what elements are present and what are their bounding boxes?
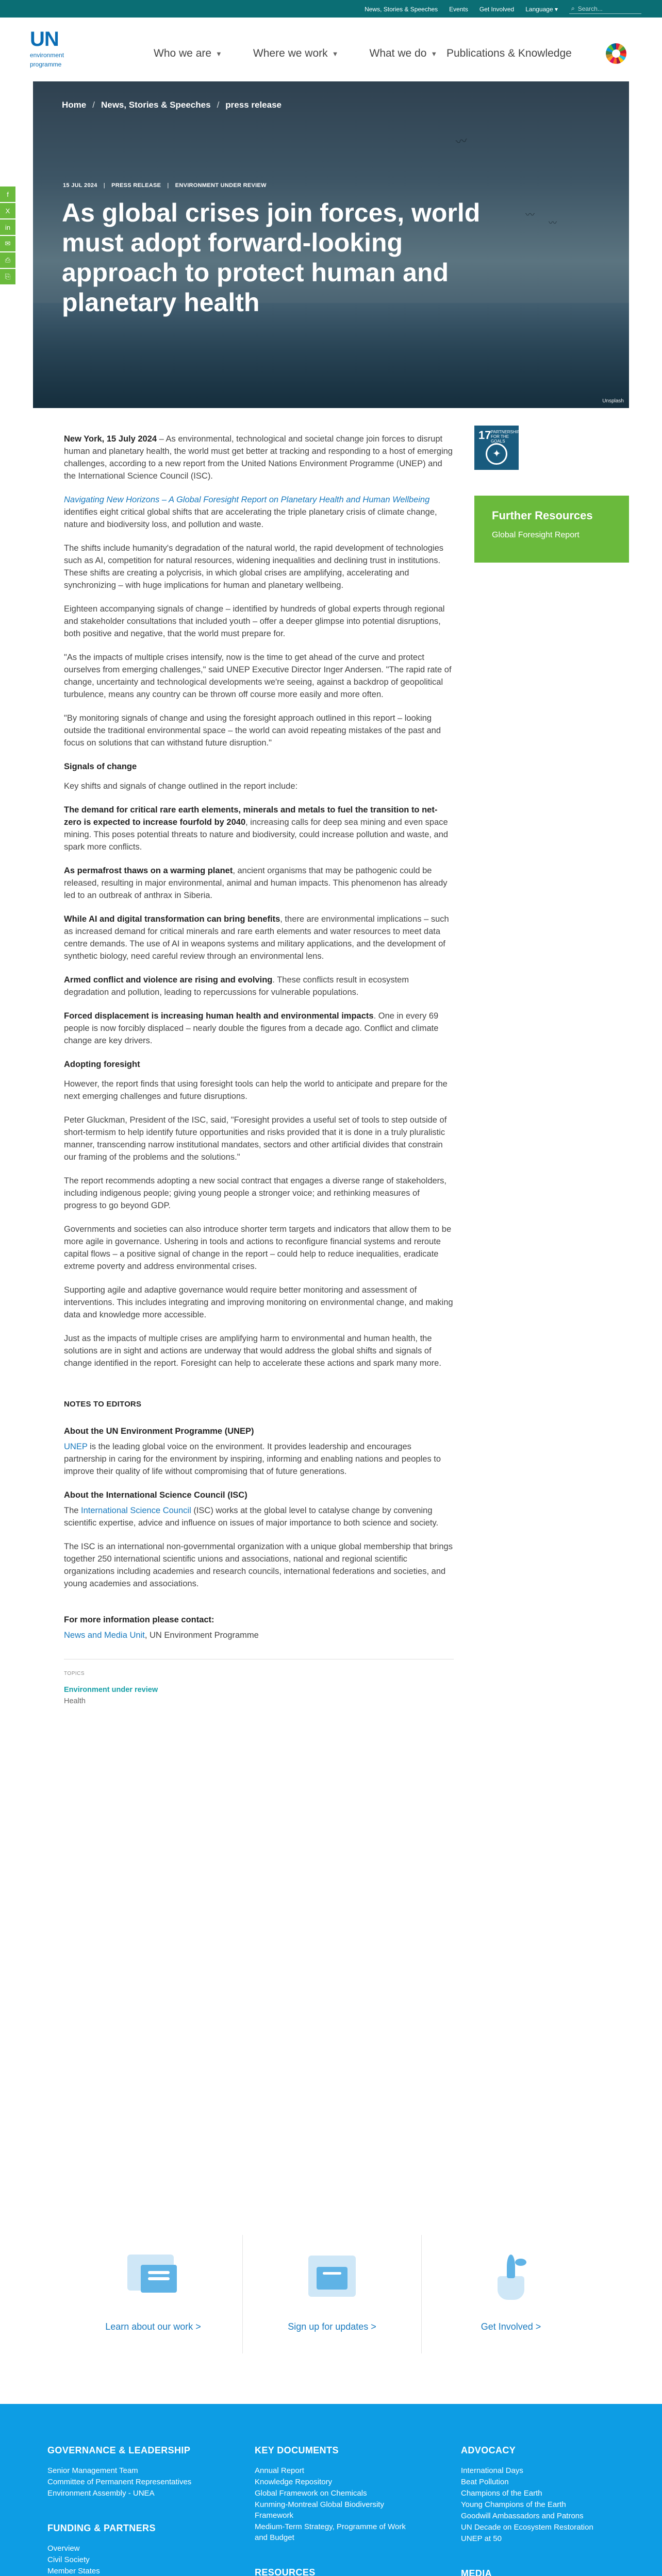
- footer-link[interactable]: Goodwill Ambassadors and Patrons: [461, 2512, 584, 2520]
- paragraph: The report recommends adopting a new social contract that engages a diverse range of stakeholders, including indigenous people; giving young people a stronger voice; and rethinking measures of progress to go beyond GDP.: [64, 1176, 447, 1210]
- sdg-wheel-icon[interactable]: [606, 43, 626, 64]
- footer-link[interactable]: Knowledge Repository: [255, 2478, 333, 2486]
- footer-link[interactable]: Senior Management Team: [47, 2466, 138, 2475]
- nav-what-we-do[interactable]: [370, 47, 438, 60]
- signal-text: , there are environmental implications – such as increased demand for critical minerals and rare earth elements and water resources to meet data centre demands. The use of AI in weapons systems and military applications, and the development of synthetic biology, need careful review through an environmental lens.: [64, 914, 449, 961]
- main-nav: [154, 47, 437, 60]
- util-link-get-involved[interactable]: Get Involved: [479, 6, 515, 13]
- paragraph: Governments and societies can also introduce shorter term targets and indicators that allow them to be more agile in governance. Ushering in tools and actions to reconfigure financial systems and reroute capital flows – a positive signal of change in the report – could help to reduce inequalities, eradicate extreme poverty and address environmental crises.: [64, 1225, 452, 1271]
- footer-heading: GOVERNANCE & LEADERSHIP: [47, 2445, 191, 2455]
- hero-banner: [33, 81, 629, 408]
- x-icon[interactable]: X: [0, 203, 15, 218]
- paragraph: Eighteen accompanying signals of change – identified by hundreds of global experts through regional and stakeholder consultations that included youth – offer a deeper glimpse into potential disruptions, both positive and negative, that the world must prepare for.: [64, 604, 445, 638]
- contact-heading: For more information please contact:: [64, 1615, 214, 1624]
- footer-heading: FUNDING & PARTNERS: [47, 2523, 156, 2533]
- isc-link[interactable]: International Science Council: [81, 1506, 191, 1515]
- chevron-down-icon: ▾: [554, 6, 558, 13]
- breadcrumb-separator: /: [217, 100, 220, 110]
- meta-divider: |: [103, 182, 106, 189]
- footer-governance-links: [47, 2465, 212, 2499]
- sign-up-link[interactable]: Sign up for updates >: [288, 2321, 376, 2332]
- about-isc-heading: About the International Science Council (ISC): [64, 1490, 247, 1500]
- language-selector[interactable]: [525, 6, 558, 13]
- chevron-down-icon: ▼: [216, 49, 222, 58]
- utility-bar: [0, 0, 662, 18]
- cta-strip: [64, 2235, 600, 2353]
- notes-to-editors-heading: NOTES TO EDITORS: [64, 1400, 142, 1409]
- footer-link[interactable]: Civil Society: [47, 2555, 90, 2564]
- breadcrumb-news[interactable]: News, Stories & Speeches: [101, 100, 211, 110]
- sdg-number: 17: [478, 429, 491, 442]
- nav-label: Who we are: [154, 47, 212, 59]
- cta-get-involved[interactable]: [422, 2235, 600, 2353]
- util-link-news[interactable]: News, Stories & Speeches: [365, 6, 438, 13]
- paragraph: The ISC is an international non-governmental organization with a unique global membership that brings together 250 international scientific unions and associations, national and regional scientific organizations including academies and research councils, international federations and societies, and young academies and associations.: [64, 1542, 453, 1588]
- paragraph: Key shifts and signals of change outlined in the report include:: [64, 782, 298, 791]
- nav-publications[interactable]: Publications & Knowledge: [446, 47, 572, 59]
- paragraph-text: is the leading global voice on the environment. It provides leadership and encourages partnership in caring for the environment by inspiring, informing and enabling nations and peoples to improve their quality of life without compromising that of future generations.: [64, 1442, 441, 1476]
- footer-link[interactable]: International Days: [461, 2466, 523, 2475]
- further-resources-title: Further Resources: [492, 509, 593, 522]
- share-rail: [0, 187, 15, 285]
- nav-label: Where we work: [253, 47, 328, 59]
- paragraph: However, the report finds that using foresight tools can help the world to anticipate and prepare for the next emerging challenges and future disruptions.: [64, 1079, 448, 1101]
- article-type: PRESS RELEASE: [111, 182, 161, 189]
- signal-text: . One in every 69 people is now forcibly displaced – nearly double the figures from a decade ago. Conflict and climate change are key drivers.: [64, 1011, 439, 1045]
- footer-link[interactable]: Environment Assembly - UNEA: [47, 2489, 155, 2498]
- paragraph: "As the impacts of multiple crises intensify, now is the time to get ahead of the curve and protect ourselves from emerging challenges," said UNEP Executive Director Inger Andersen. "The rapid rate of change, uncertainty and technological developments we're seeing, against a backdrop of geopolitical turbulence, means any country can be thrown off course more easily and more often.: [64, 653, 452, 699]
- signal-text: , ancient organisms that may be pathogenic could be released, resulting in major environmental, animal and human impacts. This phenomenon has already led to an outbreak of anthrax in Siberia.: [64, 866, 448, 900]
- sdg-17-badge[interactable]: [474, 426, 523, 470]
- paragraph: [64, 1629, 454, 1641]
- news-media-unit-link[interactable]: News and Media Unit: [64, 1631, 145, 1640]
- signal-lead: Forced displacement is increasing human health and environmental impacts: [64, 1011, 374, 1021]
- paragraph: Supporting agile and adaptive governance would require better monitoring and assessment of interventions. This includes integrating and improving monitoring on environmental change, and making data and knowledge more accessible.: [64, 1285, 453, 1319]
- unep-logo[interactable]: [30, 29, 92, 70]
- paragraph: [64, 1440, 454, 1478]
- footer-heading: RESOURCES: [255, 2567, 316, 2576]
- signal-lead: As permafrost thaws on a warming planet: [64, 866, 233, 875]
- site-footer: [0, 2404, 662, 2576]
- get-involved-link[interactable]: Get Involved >: [481, 2321, 541, 2332]
- article-topic[interactable]: ENVIRONMENT UNDER REVIEW: [175, 182, 267, 189]
- paragraph-text: (ISC) works at the global level to catalyse change by convening scientific expertise, advice and influence on issues of major importance to both science and society.: [64, 1506, 439, 1528]
- util-link-events[interactable]: Events: [449, 6, 468, 13]
- logo-sub-2: programme: [30, 61, 62, 68]
- paragraph: Just as the impacts of multiple crises are amplifying harm to environmental and human health, the solutions are in sight and actions are underway that would address the global shifts and signals of change identified in the report. Foresight can help to accelerate these actions and spark many more.: [64, 1334, 441, 1368]
- envelope-illustration-icon: [296, 2245, 368, 2307]
- copy-icon[interactable]: ⎘: [0, 269, 15, 284]
- footer-col-3: [461, 2445, 626, 2576]
- unep-link[interactable]: UNEP: [64, 1442, 88, 1451]
- footer-link[interactable]: UN Decade on Ecosystem Restoration: [461, 2523, 593, 2532]
- cta-signup[interactable]: [243, 2235, 422, 2353]
- sdg-label: PARTNERSHIPS FOR THE GOALS: [491, 430, 523, 444]
- footer-heading: KEY DOCUMENTS: [255, 2445, 339, 2455]
- language-label: Language: [525, 6, 553, 13]
- article-body: [64, 433, 454, 1707]
- logo-un: UN: [30, 28, 59, 50]
- plant-illustration-icon: [475, 2245, 547, 2307]
- linkedin-icon[interactable]: in: [0, 219, 15, 235]
- footer-heading: ADVOCACY: [461, 2445, 516, 2455]
- signal-item: [64, 974, 454, 998]
- nav-label: What we do: [369, 47, 427, 59]
- bird-icon: 〰: [525, 210, 535, 220]
- chevron-down-icon: ▼: [332, 49, 339, 58]
- signal-item: [64, 1010, 454, 1047]
- paragraph: Peter Gluckman, President of the ISC, said, "Foresight provides a useful set of tools to step outside of short-termism to help identify future opportunities and risks provided that it is done in a truly pluralistic manner, transcending narrow institutional mandates, sectors and other artificial divides that constrain our framing of the problems and the solutions.": [64, 1115, 447, 1162]
- signal-lead: While AI and digital transformation can bring benefits: [64, 914, 280, 924]
- footer-link[interactable]: Committee of Permanent Representatives: [47, 2478, 192, 2486]
- signal-lead: The demand for critical rare earth elements, minerals and metals to fuel the transition to net-zero is expected to increase fourfold by 2040: [64, 805, 438, 827]
- signal-text: . These conflicts result in ecosystem degradation and pollution, leading to repercussions for vulnerable populations.: [64, 975, 409, 997]
- article-meta: [63, 182, 267, 189]
- paragraph-text: identifies eight critical global shifts that are accelerating the triple planetary crisis of climate change, nature and biodiversity loss, and pollution and waste.: [64, 507, 437, 529]
- email-icon[interactable]: ✉: [0, 236, 15, 251]
- nav-who-we-are[interactable]: [154, 47, 222, 60]
- nav-where-we-work[interactable]: [253, 47, 339, 60]
- signal-item: [64, 804, 454, 853]
- bird-icon: 〰: [455, 134, 469, 149]
- footer-link[interactable]: Global Framework on Chemicals: [255, 2489, 367, 2498]
- photo-credit: Unsplash: [602, 398, 624, 404]
- global-foresight-report-link[interactable]: Global Foresight Report: [492, 531, 580, 539]
- topic-environment-under-review[interactable]: Environment under review: [64, 1686, 158, 1694]
- footer-link[interactable]: Young Champions of the Earth: [461, 2500, 566, 2509]
- site-header: [0, 18, 662, 81]
- footer-link[interactable]: UNEP at 50: [461, 2534, 502, 2543]
- paragraph: [64, 494, 454, 531]
- search-icon: ⌕: [571, 5, 575, 12]
- hero-sea: [33, 303, 629, 408]
- footer-link[interactable]: Overview: [47, 2544, 80, 2553]
- signal-item: [64, 865, 454, 902]
- footer-link[interactable]: Annual Report: [255, 2466, 304, 2475]
- paragraph-text: , UN Environment Programme: [144, 1631, 259, 1640]
- footer-funding-links: [47, 2543, 212, 2576]
- footer-col-1: [47, 2445, 212, 2576]
- paragraph-text: – As environmental, technological and societal change join forces to disrupt human and planetary health, the world must get better at tracking and responding to a host of emerging challenges, according to a new report from the United Nations Environment Programme (UNEP) and the International Science Council (ISC).: [64, 434, 453, 481]
- paragraph-text: The: [64, 1506, 81, 1515]
- spacer: [47, 2499, 212, 2523]
- breadcrumb-separator: /: [92, 100, 95, 110]
- further-resources-box: [474, 496, 629, 563]
- documents-illustration-icon: [117, 2245, 189, 2307]
- footer-link[interactable]: Beat Pollution: [461, 2478, 509, 2486]
- logo-sub-1: environment: [30, 52, 64, 59]
- facebook-icon[interactable]: f: [0, 187, 15, 202]
- page-title: As global crises join forces, world must adopt forward-looking approach to protect human and planetary health: [62, 198, 481, 317]
- breadcrumb-current: press release: [225, 100, 282, 110]
- search-placeholder: Search...: [577, 5, 603, 12]
- footer-link[interactable]: Medium-Term Strategy, Programme of Work and Budget: [255, 2522, 406, 2542]
- about-unep-heading: About the UN Environment Programme (UNEP): [64, 1427, 254, 1436]
- spacer: [255, 2544, 420, 2567]
- footer-col-2: [255, 2445, 420, 2576]
- chevron-down-icon: ▼: [431, 49, 438, 58]
- print-icon[interactable]: ⎙: [0, 252, 15, 268]
- meta-divider: |: [167, 182, 169, 189]
- footer-link[interactable]: Member States: [47, 2567, 100, 2575]
- paragraph: [64, 1504, 454, 1529]
- spacer: [461, 2545, 626, 2568]
- sdg-ring-icon: [486, 443, 507, 465]
- footer-key-docs-links: [255, 2465, 420, 2543]
- section-heading-signals: Signals of change: [64, 762, 137, 771]
- breadcrumb-home[interactable]: Home: [62, 100, 87, 110]
- article-date: 15 JUL 2024: [63, 182, 97, 189]
- footer-advocacy-links: [461, 2465, 626, 2544]
- signal-item: [64, 913, 454, 962]
- paragraph: The shifts include humanity's degradation of the natural world, the rapid development of technologies such as AI, competition for natural resources, widening inequalities and declining trust in institutions. These shifts are creating a polycrisis, in which global crises are amplifying, accelerating and synchronizing – with huge implications for human and planetary wellbeing.: [64, 544, 444, 590]
- report-link[interactable]: Navigating New Horizons – A Global Foresight Report on Planetary Health and Human Wellbeing: [64, 495, 430, 504]
- topics-label: TOPICS: [64, 1671, 85, 1676]
- learn-about-our-work-link[interactable]: Learn about our work >: [105, 2321, 201, 2332]
- signal-text: , increasing calls for deep sea mining and even space mining. This poses potential threats to nature and biodiversity, could increase pollution and waste, and spark more conflicts.: [64, 818, 449, 852]
- paragraph: [64, 433, 454, 482]
- topic-health[interactable]: Health: [64, 1697, 86, 1705]
- dateline: New York, 15 July 2024: [64, 434, 157, 444]
- breadcrumb: [62, 100, 282, 110]
- signal-lead: Armed conflict and violence are rising and evolving: [64, 975, 273, 985]
- bird-icon: 〰: [549, 219, 557, 228]
- paragraph: "By monitoring signals of change and using the foresight approach outlined in this report – looking outside the traditional environmental space – the world can avoid repeating mistakes of the past and focus on solutions that can withstand future disruption.": [64, 714, 441, 748]
- footer-link[interactable]: Champions of the Earth: [461, 2489, 542, 2498]
- footer-link[interactable]: Kunming-Montreal Global Biodiversity Framework: [255, 2500, 384, 2520]
- footer-heading: MEDIA: [461, 2568, 492, 2576]
- spacer: [64, 1601, 454, 1614]
- search-input[interactable]: [569, 5, 641, 14]
- section-heading-adopting: Adopting foresight: [64, 1060, 140, 1069]
- cta-learn[interactable]: [64, 2235, 243, 2353]
- topics-section: [64, 1659, 454, 1707]
